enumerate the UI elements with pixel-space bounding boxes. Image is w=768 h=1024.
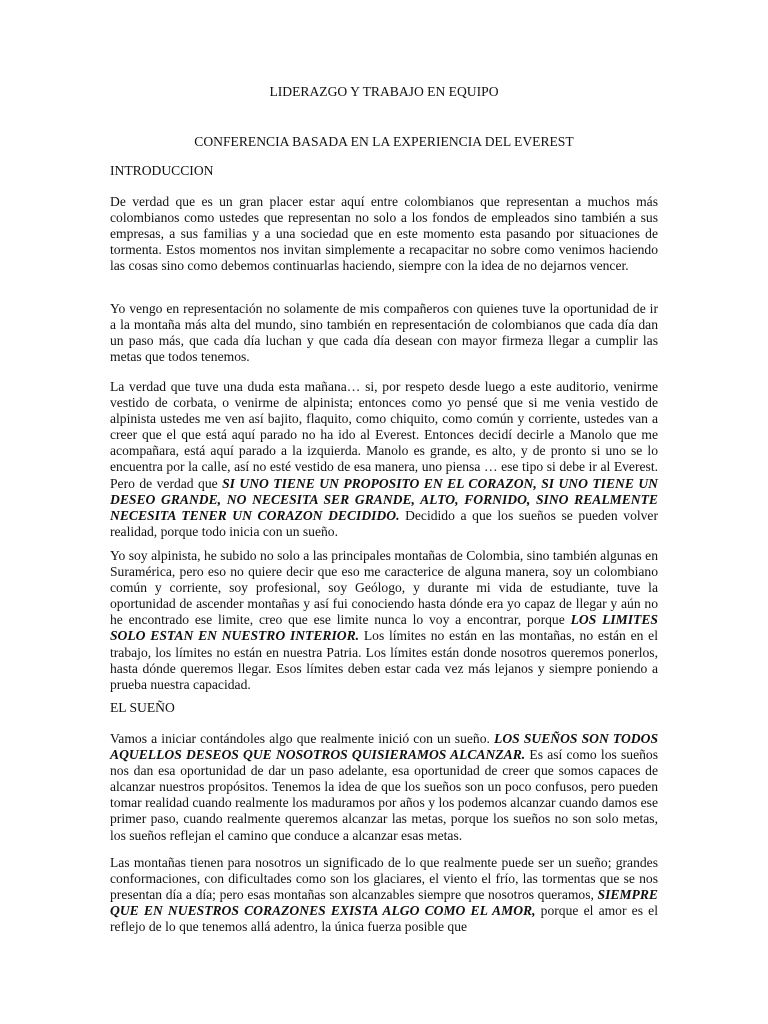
paragraph-5-text-end: Es así como los sueños nos dan esa oportunidad de dar un paso adelante, esa oportunidad de creer que somos capaces de alcanzar nuestros propósitos. Tenemos la idea de que los sueños son un poco confusos, pero pueden tomar realidad cuando realmente los maduramos por años y los podemos alcanzar cuando damos ese primer paso, cuando realmente queremos alcanzar las metas, porque los sueños no son solo metas, los sueños reflejan el camino que conduce a alcanzar esas metas. (110, 747, 658, 843)
paragraph-6 (110, 855, 658, 935)
paragraph-4-text-start: Yo soy alpinista, he subido no solo a las principales montañas de Colombia, sino también algunas en Suramérica, pero eso no quiere decir que eso me caracterice de alguna manera, soy un colombiano común y corriente, soy profesional, soy Geólogo, y durante mi vida de estudiante, tuve la oportunidad de ascender montañas y así fui conociendo hasta dónde era yo capaz de llegar y aún no he encontrado ese limite, creo que ese limite nunca lo voy a encontrar, porque (110, 548, 658, 628)
paragraph-3-text-end: Decidido a que los sueños se pueden volver realidad, porque todo inicia con un sueño. (110, 507, 658, 539)
paragraph-3-emphasis: SI UNO TIENE UN PROPOSITO EN EL CORAZON, SI UNO TIENE UN DESEO GRANDE, NO NECESITA SER GRANDE, ALTO, FORNIDO, SINO REALMENTE NECESITA TENER UN CORAZON DECIDIDO. (110, 475, 658, 523)
paragraph-4 (110, 548, 658, 693)
paragraph-3-text-start: La verdad que tuve una duda esta mañana… si, por respeto desde luego a este auditorio, venirme vestido de corbata, o venirme de alpinista; entonces como yo pensé que si me venia vestido de alpinista ustedes me ven así bajito, flaquito, como chiquito, como común y corriente, ustedes van a creer que el que está aquí parado no ha ido al Everest. Entonces decidí decirle a Manolo que me acompañara, está aquí parado a la izquierda. Manolo es grande, es alto, y de pronto si uno se lo encuentra por la calle, así no esté vestido de esa manera, uno piensa … ese tipo si debe ir al Everest. Pero de verdad que (110, 379, 658, 491)
section-heading-introduccion: INTRODUCCION (110, 163, 214, 178)
paragraph-1: De verdad que es un gran placer estar aquí entre colombianos que representan a muchos más colombianos como ustedes que representan no solo a los fondos de empleados sino también a sus empresas, a sus familias y a una sociedad que en este momento esta pasando por situaciones de tormenta. Estos momentos nos invitan simplemente a recapacitar no sobre como venimos haciendo las cosas sino como debemos continuarlas haciendo, siempre con la idea de no dejarnos vencer. (110, 194, 658, 274)
document-page (110, 0, 658, 1024)
paragraph-6-emphasis: SIEMPRE QUE EN NUESTROS CORAZONES EXISTA ALGO COMO EL AMOR, (110, 887, 658, 919)
paragraph-6-text-end: porque el amor es el reflejo de lo que tenemos allá adentro, la única fuerza posible que (110, 903, 658, 935)
paragraph-3 (110, 379, 658, 540)
paragraph-4-text-end: Los límites no están en las montañas, no están en el trabajo, los límites no están en nuestra Patria. Los límites están donde nosotros queremos ponerlos, hasta dónde queremos llegar. Esos límites deben estar cada vez más lejanos y siempre poniendo a prueba nuestra capacidad. (110, 628, 658, 692)
document-subtitle: CONFERENCIA BASADA EN LA EXPERIENCIA DEL EVEREST (194, 134, 574, 149)
paragraph-5-text-start: Vamos a iniciar contándoles algo que realmente inició con un sueño. (110, 731, 495, 746)
section-heading-el-sueno: EL SUEÑO (110, 700, 175, 715)
paragraph-5 (110, 731, 658, 844)
paragraph-6-text-start: Las montañas tienen para nosotros un significado de lo que realmente puede ser un sueño; grandes conformaciones, con dificultades como son los glaciares, el viento el frío, las tormentas que se nos presentan día a día; pero esas montañas son alcanzables siempre que nosotros queramos, (110, 855, 658, 903)
paragraph-4-emphasis: LOS LIMITES SOLO ESTAN EN NUESTRO INTERIOR. (110, 612, 658, 644)
document-title: LIDERAZGO Y TRABAJO EN EQUIPO (269, 84, 499, 99)
paragraph-5-emphasis: LOS SUEÑOS SON TODOS AQUELLOS DESEOS QUE NOSOTROS QUISIERAMOS ALCANZAR. (110, 731, 659, 763)
paragraph-2: Yo vengo en representación no solamente de mis compañeros con quienes tuve la oportunidad de ir a la montaña más alta del mundo, sino también en representación de colombianos que cada día dan un paso más, que cada día luchan y que cada día desean con mayor firmeza llegar a cumplir las metas que todos tenemos. (110, 301, 658, 365)
